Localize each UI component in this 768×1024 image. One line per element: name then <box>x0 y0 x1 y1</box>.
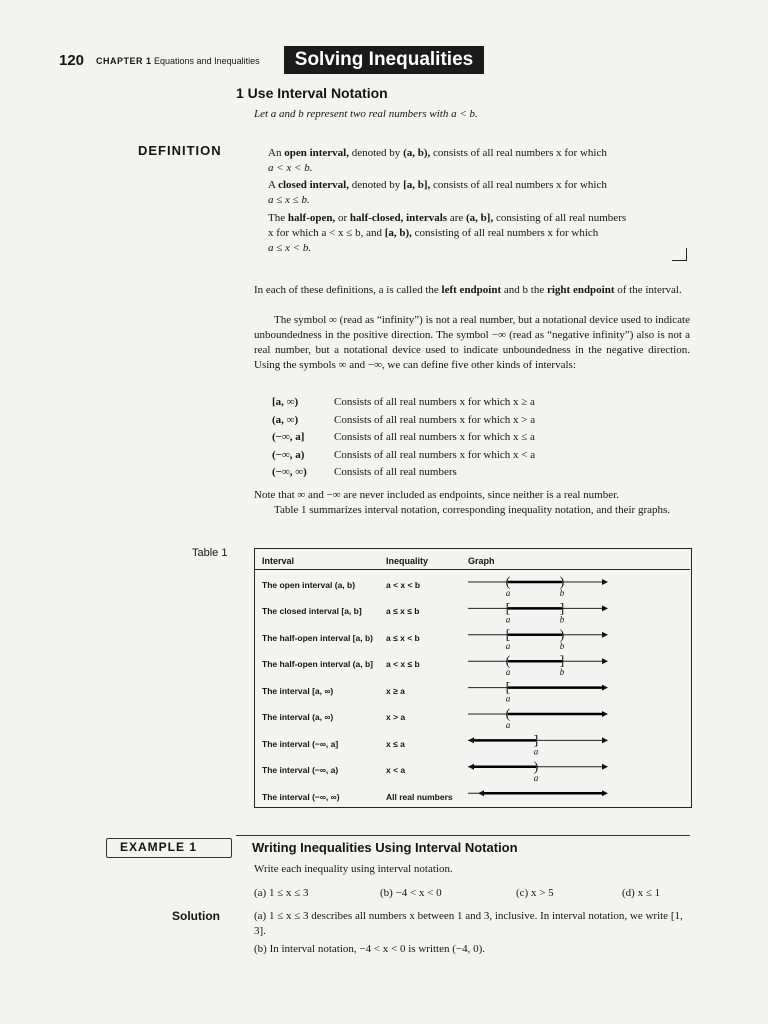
number-line-left-arrow <box>468 764 474 770</box>
number-line-left-arrow <box>478 790 484 796</box>
chapter-label: CHAPTER 1 <box>96 56 152 66</box>
definition-open-interval: An open interval, denoted by (a, b), consists of all real numbers x for which a < x < b. <box>268 147 607 174</box>
graph-endpoint-label: a <box>533 746 539 757</box>
graph-endpoint-label: a <box>505 588 511 598</box>
graph-endpoint-label: b <box>559 614 565 625</box>
right-endpoint-mark: ] <box>559 654 565 670</box>
left-endpoint-mark: [ <box>505 627 511 643</box>
table-cell-interval: The open interval (a, b) <box>262 580 356 590</box>
graph-endpoint-label: a <box>505 640 511 651</box>
page-number: 120 <box>59 52 85 69</box>
right-endpoint-mark: ) <box>559 627 565 643</box>
left-endpoint-mark: ( <box>505 575 511 590</box>
number-line-arrow <box>602 579 608 585</box>
number-line-arrow <box>602 605 608 611</box>
solution-part-a: (a) 1 ≤ x ≤ 3 describes all numbers x between 1 and 3, inclusive. In interval notation, we write [1, 3]. <box>254 910 683 937</box>
table-cell-interval: The interval (a, ∞) <box>262 712 334 722</box>
example-intro: Write each inequality using interval notation. <box>254 863 453 875</box>
definition-half-open-interval: The half-open, or half-closed, intervals are (a, b], consisting of all real numbers x for which a < x ≤ b, and [a, b), consisting of all real numbers x for which a ≤ x < b. <box>268 212 627 254</box>
graph-endpoint-label: a <box>505 693 511 704</box>
definition-closed-interval: A closed interval, denoted by [a, b], consists of all real numbers x for which a ≤ x ≤ b. <box>268 179 607 206</box>
table-cell-inequality: x < a <box>386 765 406 775</box>
table-cell-interval: The interval (−∞, ∞) <box>262 792 340 802</box>
graph-endpoint-label: a <box>505 614 511 625</box>
table-cell-inequality: x ≥ a <box>386 686 405 696</box>
table-cell-inequality: x > a <box>386 712 406 722</box>
table-header-inequality: Inequality <box>386 556 429 566</box>
graph-endpoint-label: a <box>505 720 511 730</box>
right-endpoint-mark: ] <box>533 733 539 749</box>
left-endpoint-mark: ( <box>505 707 511 722</box>
definition-end-mark <box>672 248 687 261</box>
table-intro: Table 1 summarizes interval notation, corresponding inequality notation, and their graphs. <box>274 504 671 516</box>
solution-label: Solution <box>172 909 220 923</box>
table-cell-inequality: All real numbers <box>386 792 453 802</box>
left-endpoint-mark: [ <box>505 601 511 617</box>
table-cell-interval: The half-open interval (a, b] <box>262 659 373 669</box>
graph-endpoint-label: b <box>559 640 565 651</box>
number-line-left-arrow <box>468 737 474 743</box>
endpoint-paragraph: In each of these definitions, a is called the left endpoint and b the right endpoint of the interval. <box>254 284 682 296</box>
table-cell-inequality: a < x ≤ b <box>386 659 420 669</box>
example-label: EXAMPLE 1 <box>120 840 198 854</box>
graph-endpoint-label: a <box>505 667 511 678</box>
infinity-paragraph: The symbol ∞ (read as “infinity”) is not a real number, but a notational device used to indicate unboundedness in the positive direction. The symbol −∞ (read as “negative infinity”) also is not a real number, but a notational device used to indicate unboundedness in the negative direction. Using the symbols ∞ and −∞, we can define five other kinds of intervals: <box>254 314 690 371</box>
example-title: Writing Inequalities Using Interval Notation <box>252 840 518 855</box>
graph-endpoint-label: b <box>559 667 565 678</box>
right-endpoint-mark: ) <box>559 575 565 590</box>
example-rule <box>236 835 690 836</box>
table-header-interval: Interval <box>262 556 295 566</box>
section-title-bar: Solving Inequalities <box>284 46 484 74</box>
table-cell-interval: The interval (−∞, a) <box>262 765 339 775</box>
table-cell-inequality: a ≤ x < b <box>386 633 420 643</box>
right-endpoint-mark: ) <box>533 759 539 775</box>
table-cell-inequality: a ≤ x ≤ b <box>386 606 420 616</box>
solution-part-b: (b) In interval notation, −4 < x < 0 is written (−4, 0). <box>254 943 486 955</box>
chapter-title: Equations and Inequalities <box>154 56 260 66</box>
left-endpoint-mark: ( <box>505 654 511 670</box>
number-line-arrow <box>602 632 608 638</box>
right-endpoint-mark: ] <box>559 601 565 617</box>
table-cell-interval: The half-open interval [a, b) <box>262 633 373 643</box>
section-heading: 1 Use Interval Notation <box>236 85 388 101</box>
table-label: Table 1 <box>192 547 228 559</box>
example-part-c: (c) x > 5 <box>516 887 554 899</box>
example-part-b: (b) −4 < x < 0 <box>380 887 442 899</box>
table-header-graph: Graph <box>468 556 495 566</box>
number-line-arrow <box>602 658 608 664</box>
number-line-arrow <box>602 764 608 770</box>
graph-endpoint-label: b <box>559 588 565 598</box>
example-part-a: (a) 1 ≤ x ≤ 3 <box>254 887 309 899</box>
definition-label: DEFINITION <box>138 143 222 158</box>
example-part-d: (d) x ≤ 1 <box>622 887 661 899</box>
table-cell-inequality: x ≤ a <box>386 739 405 749</box>
graph-endpoint-label: a <box>533 772 539 783</box>
table-cell-inequality: a < x < b <box>386 580 421 590</box>
number-line-graphs <box>466 570 616 806</box>
number-line-arrow <box>602 737 608 743</box>
chapter-running-head <box>96 56 260 66</box>
section-intro: Let a and b represent two real numbers with a < b. <box>254 108 478 120</box>
left-endpoint-mark: [ <box>505 680 511 696</box>
endpoint-note: Note that ∞ and −∞ are never included as endpoints, since neither is a real number. <box>254 489 619 501</box>
table-cell-interval: The interval (−∞, a] <box>262 739 339 749</box>
table-cell-interval: The interval [a, ∞) <box>262 686 334 696</box>
table-cell-interval: The closed interval [a, b] <box>262 606 362 616</box>
